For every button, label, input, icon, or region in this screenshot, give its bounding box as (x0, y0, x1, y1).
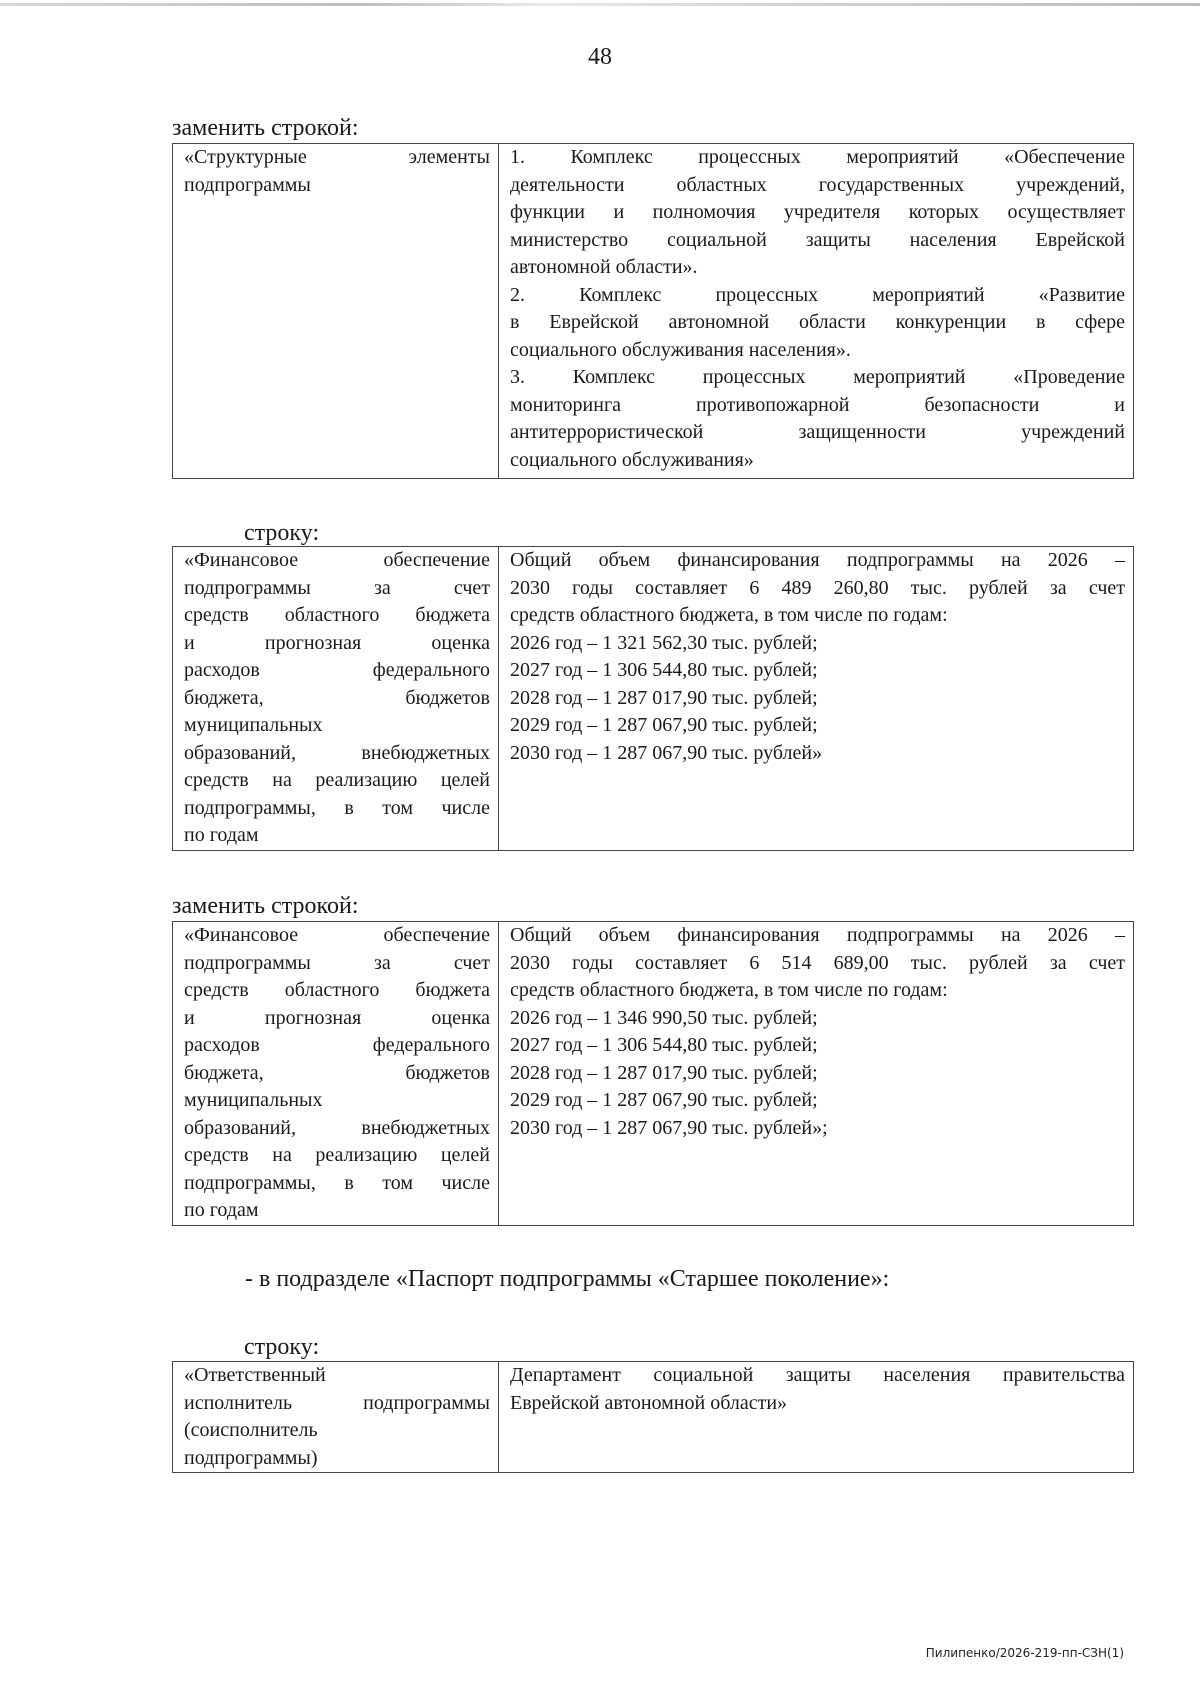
table1-left-cell (173, 144, 499, 479)
table2-left-line: и прогнозная оценка (184, 631, 490, 654)
table1-left-line: подпрограммы (184, 173, 311, 196)
table3-line: 2029 год – 1 287 067,90 тыс. рублей; (510, 1089, 818, 1111)
table2-line: 2029 год – 1 287 067,90 тыс. рублей; (510, 714, 818, 736)
table1-line: 1. Комплекс процессных мероприятий «Обеспечение (510, 146, 1125, 168)
table4-left-cell (173, 1362, 499, 1473)
table3-line: Общий объем финансирования подпрограммы на 2026 – (510, 924, 1125, 946)
table4-left-line: (соисполнитель (184, 1419, 318, 1441)
table1-line: в Еврейской автономной области конкуренции в сфере (510, 311, 1125, 333)
table3-left-cell (173, 922, 499, 1226)
table3-line: 2027 год – 1 306 544,80 тыс. рублей; (510, 1034, 818, 1056)
table2-line: 2026 год – 1 321 562,30 тыс. рублей; (510, 631, 818, 654)
table2-left-cell (173, 547, 499, 851)
row-heading-2: строку: (244, 1334, 320, 1360)
table3-line: 2030 год – 1 287 067,90 тыс. рублей»; (510, 1116, 828, 1139)
table3-line: 2030 годы составляет 6 514 689,00 тыс. рублей за счет (510, 951, 1125, 974)
financing-table-old (172, 546, 1134, 851)
table4-left-line: подпрограммы) (184, 1446, 318, 1469)
table4-left-line: «Ответственный (184, 1364, 326, 1386)
table1-line: автономной области». (510, 256, 698, 278)
table2-line: 2028 год – 1 287 017,90 тыс. рублей; (510, 686, 818, 709)
table2-left-line: бюджета, бюджетов (184, 686, 490, 709)
table1-line: функции и полномочия учредителя которых осуществляет (510, 201, 1125, 223)
table1-line: министерство социальной защиты населения Еврейской (510, 228, 1125, 251)
row-heading-1: строку: (244, 520, 320, 546)
table3-line: 2026 год – 1 346 990,50 тыс. рублей; (510, 1006, 818, 1029)
table2-left-line: муниципальных (184, 714, 323, 736)
table3-left-line: подпрограммы за счет (184, 951, 490, 974)
table4-line: Еврейской автономной области» (510, 1391, 788, 1414)
table1-line: деятельности областных государственных учреждений, (510, 173, 1125, 196)
table3-right-cell (499, 922, 1134, 1226)
table3-line: 2028 год – 1 287 017,90 тыс. рублей; (510, 1061, 818, 1084)
table2-line: Общий объем финансирования подпрограммы на 2026 – (510, 549, 1125, 571)
table3-left-line: расходов федерального (184, 1034, 490, 1056)
table3-left-line: бюджета, бюджетов (184, 1061, 490, 1084)
table3-left-line: средств на реализацию целей (184, 1144, 490, 1166)
table1-line: 2. Комплекс процессных мероприятий «Развитие (510, 283, 1125, 306)
table2-left-line: образований, внебюджетных (184, 741, 490, 764)
table1-left-line: «Структурные элементы (184, 146, 490, 168)
table1-line: 3. Комплекс процессных мероприятий «Проведение (510, 366, 1125, 388)
table4-right-cell (499, 1362, 1134, 1473)
table1-right-cell (499, 144, 1134, 479)
replace-with-row-heading-1: заменить строкой: (172, 115, 359, 141)
table3-left-line: средств областного бюджета (184, 979, 490, 1001)
table2-left-line: «Финансовое обеспечение (184, 549, 490, 571)
table2-line: 2027 год – 1 306 544,80 тыс. рублей; (510, 659, 818, 681)
scan-edge-line (0, 3, 1200, 6)
table2-left-line: по годам (184, 824, 259, 846)
section-heading: - в подразделе «Паспорт подпрограммы «Старшее поколение»: (245, 1266, 890, 1292)
page-number: 48 (588, 44, 612, 70)
table1-line: антитеррористической защищенности учреждений (510, 421, 1125, 443)
table2-left-line: расходов федерального (184, 659, 490, 681)
table3-left-line: и прогнозная оценка (184, 1006, 490, 1029)
financing-table-new (172, 921, 1134, 1226)
table2-left-line: средств областного бюджета (184, 604, 490, 626)
table2-left-line: средств на реализацию целей (184, 769, 490, 791)
table3-left-line: «Финансовое обеспечение (184, 924, 490, 946)
table2-left-line: подпрограммы, в том числе (184, 796, 490, 819)
table2-line: 2030 год – 1 287 067,90 тыс. рублей» (510, 741, 823, 764)
table3-left-line: по годам (184, 1199, 259, 1221)
table2-line: средств областного бюджета, в том числе по годам: (510, 604, 948, 626)
replace-with-row-heading-2: заменить строкой: (172, 893, 359, 919)
structural-elements-table (172, 143, 1134, 479)
document-footer-code: Пилипенко/2026-219-пп-СЗН(1) (925, 1646, 1124, 1660)
table4-line: Департамент социальной защиты населения правительства (510, 1364, 1125, 1386)
table1-line: мониторинга противопожарной безопасности и (510, 393, 1125, 416)
table3-left-line: муниципальных (184, 1089, 323, 1111)
table1-line: социального обслуживания населения». (510, 338, 851, 361)
table4-left-line: исполнитель подпрограммы (184, 1391, 490, 1414)
table3-line: средств областного бюджета, в том числе по годам: (510, 979, 948, 1001)
executor-table (172, 1361, 1134, 1473)
table2-left-line: подпрограммы за счет (184, 576, 490, 599)
table2-right-cell (499, 547, 1134, 851)
table3-left-line: образований, внебюджетных (184, 1116, 490, 1139)
table2-line: 2030 годы составляет 6 489 260,80 тыс. рублей за счет (510, 576, 1125, 599)
table1-line: социального обслуживания» (510, 448, 754, 471)
table3-left-line: подпрограммы, в том числе (184, 1171, 490, 1194)
